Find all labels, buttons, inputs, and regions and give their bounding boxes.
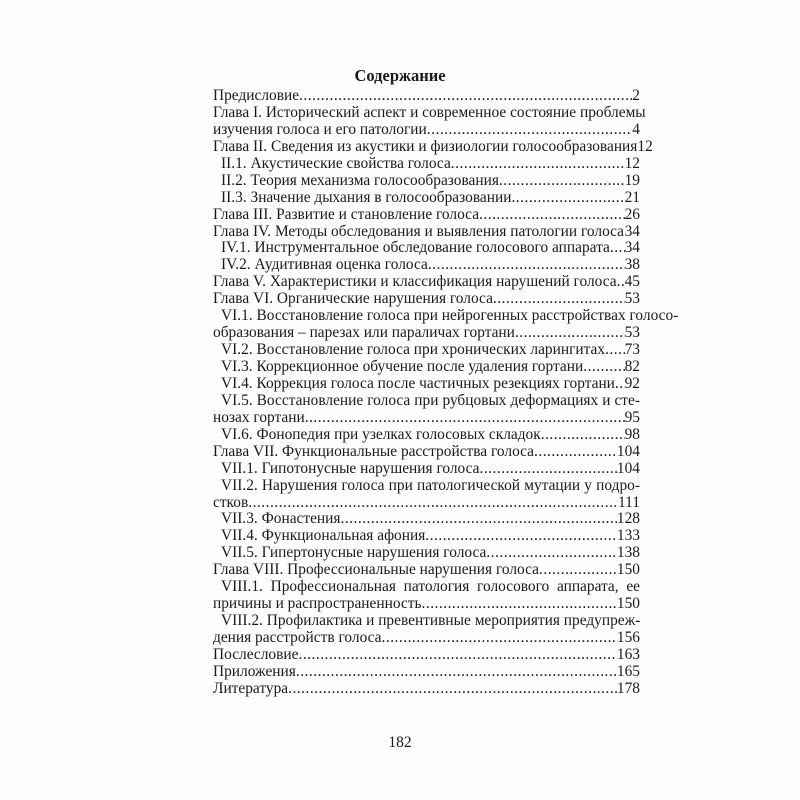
dot-leader [248, 495, 618, 512]
toc-entry [213, 579, 640, 613]
toc-entry-title: II.2. Теория механизма голосообразования [221, 171, 499, 189]
toc-entry-line [213, 444, 640, 461]
toc-entry [213, 528, 640, 545]
toc-entry-line [213, 596, 640, 613]
toc-entry [213, 444, 640, 461]
toc-entry-title: VI.2. Восстановление голоса при хронических ларингитах [221, 341, 606, 359]
toc-entry [213, 427, 640, 444]
toc-entry-line [213, 274, 640, 291]
toc-entry [213, 274, 640, 291]
toc-entry-page: 38 [624, 256, 640, 274]
toc-entry-text-line: VI.1. Восстановление голоса при нейрогенных расстройствах голосо- [221, 307, 679, 325]
toc-entry-page: 165 [616, 662, 640, 680]
dot-leader [425, 528, 617, 545]
toc-entry-title: Приложения [213, 662, 296, 680]
dot-leader [617, 274, 625, 291]
toc-entry [213, 393, 640, 427]
dot-leader [493, 291, 625, 308]
toc-entry-page: 138 [616, 544, 640, 562]
toc-entry-title: VI.6. Фонопедия при узелках голосовых складок [221, 425, 541, 443]
toc-entry-line [213, 664, 640, 681]
toc-entry [213, 342, 640, 359]
toc-entry-title: причины и распространенность [213, 595, 422, 613]
toc-entry [213, 307, 679, 342]
toc-entry-title: Предисловие [213, 87, 300, 104]
toc-entry [213, 257, 640, 274]
toc-entry [213, 647, 640, 664]
toc-entry-line [213, 291, 640, 308]
toc-entry-page: 12 [624, 154, 640, 172]
toc-entry [213, 545, 640, 562]
toc-entry-line [213, 427, 640, 444]
toc-entry-title: Глава VIII. Профессиональные нарушения голоса [213, 561, 539, 579]
dot-leader [583, 359, 624, 376]
toc-entry-line [213, 630, 640, 647]
toc-entry-page: 21 [624, 188, 640, 206]
toc-entry [213, 359, 640, 376]
dot-leader [422, 596, 617, 613]
toc-entry-line [213, 342, 640, 359]
toc-entry-page: 45 [624, 273, 640, 291]
toc-entry-page: 34 [624, 239, 640, 257]
toc-entry-page: 92 [624, 374, 640, 392]
toc-entry [213, 88, 640, 105]
toc-entry-page: 95 [624, 408, 640, 426]
toc-entry [213, 156, 640, 173]
toc-entry [213, 103, 646, 139]
toc-entry-line [213, 495, 640, 512]
toc-entry-title: Глава VII. Функциональные расстройства голоса [213, 442, 535, 460]
toc-entry-line [213, 562, 640, 579]
toc-entry-line [213, 122, 640, 139]
toc-entry [213, 173, 640, 190]
toc-entry-line [213, 257, 640, 274]
toc-entry-page: 4 [632, 120, 640, 138]
dot-leader [427, 122, 633, 139]
toc-entry [213, 511, 640, 528]
toc-entry [213, 562, 640, 579]
toc-entry-title: образования – парезах или параличах гортани [213, 324, 515, 342]
toc-entry [213, 240, 640, 257]
toc-entry-line [213, 224, 640, 241]
toc-entry-line [213, 240, 640, 257]
toc-entry-line [213, 190, 640, 207]
toc-entry-line [213, 461, 640, 478]
toc-entry-title: изучения голоса и его патологии [213, 120, 427, 138]
toc-entry-page: 178 [616, 679, 640, 697]
toc-entry-text-line: VIII.2. Профилактика и превентивные мероприятия предупреж- [221, 612, 641, 630]
dot-leader [428, 257, 625, 274]
toc-entry [213, 137, 653, 156]
toc-entry-line [213, 173, 640, 190]
toc-entry-title: стков [213, 493, 249, 511]
dot-leader [534, 444, 617, 461]
toc-entry [213, 478, 640, 512]
dot-leader [305, 410, 625, 427]
toc-entry-page: 150 [616, 561, 640, 579]
toc-entry-line [213, 137, 653, 156]
toc-entry [213, 664, 640, 681]
toc-entry-page: 150 [616, 595, 640, 613]
dot-leader [610, 240, 625, 257]
toc-entry-line [213, 410, 640, 427]
toc-entry-line [213, 88, 640, 105]
dot-leader [479, 461, 616, 478]
toc-entry-title: нозах гортани [213, 408, 305, 426]
page-number: 182 [388, 734, 412, 751]
toc-entry [213, 461, 640, 478]
toc-entry-line [213, 511, 640, 528]
toc-entry-title: Послесловие [213, 645, 299, 663]
dot-leader [288, 681, 617, 698]
toc-entry-text-line: VI.5. Восстановление голоса при рубцовых деформациях и сте- [221, 391, 640, 409]
toc-entry-page: 26 [624, 205, 640, 223]
toc-entry-title: Литература [213, 679, 289, 697]
dot-leader [382, 630, 617, 647]
dot-leader [615, 376, 625, 393]
toc-entry-page: 98 [624, 425, 640, 443]
dot-leader [499, 173, 625, 190]
toc-title: Содержание [354, 66, 446, 85]
dot-leader [479, 207, 625, 224]
toc-entry-title: VII.4. Функциональная афония [221, 527, 426, 545]
toc-entry-title: Глава V. Характеристики и классификация нарушений голоса [213, 273, 617, 291]
dot-leader [486, 545, 617, 562]
dot-leader [515, 325, 625, 342]
toc-entry-line [213, 528, 640, 545]
toc-entry-page: 163 [616, 645, 640, 663]
toc-entry [213, 376, 640, 393]
toc-entry-title: Глава IV. Методы обследования и выявления патологии голоса [213, 222, 625, 240]
toc-entry-title: VII.1. Гипотонусные нарушения голоса [221, 459, 480, 477]
toc-entry-title: II.1. Акустические свойства голоса [221, 154, 451, 172]
toc-entry-title: VI.4. Коррекция голоса после частичных резекциях гортани [221, 374, 615, 392]
toc-entry-page: 73 [624, 341, 640, 359]
toc-entry-page: 34 [624, 222, 640, 240]
toc-entry-line [213, 545, 640, 562]
dot-leader [511, 190, 624, 207]
toc-entry-title: IV.1. Инструментальное обследование голосового аппарата [221, 239, 610, 257]
toc-entry-page: 12 [637, 137, 653, 155]
toc-entry-text-line: VIII.1. Профессиональная патология голосового аппарата, ее [221, 578, 640, 596]
toc-entry-page: 156 [616, 629, 640, 646]
toc-entry [213, 291, 640, 308]
toc-entry-line [213, 207, 640, 224]
toc-entry-title: VII.5. Гипертонусные нарушения голоса [221, 544, 487, 562]
toc-entry [213, 207, 640, 224]
toc-entry-page: 19 [624, 171, 640, 189]
toc-entry-title: дения расстройств голоса [213, 629, 382, 646]
toc-entry-page: 104 [616, 442, 640, 460]
toc-entry-title: VI.3. Коррекционное обучение после удаления гортани [221, 358, 584, 375]
toc-entry [213, 190, 640, 207]
toc-entry-line [213, 156, 640, 173]
toc-entry-page: 82 [624, 358, 640, 375]
toc-entry-title: Глава VI. Органические нарушения голоса [213, 290, 493, 308]
toc-entry-page: 2 [632, 87, 640, 104]
toc-entry [213, 224, 640, 241]
table-of-contents [213, 87, 679, 698]
toc-entry-title: Глава II. Сведения из акустики и физиологии голосообразования [213, 137, 638, 155]
dot-leader [605, 342, 625, 359]
toc-entry-line [213, 359, 640, 376]
dot-leader [298, 647, 616, 664]
dot-leader [340, 511, 616, 528]
toc-entry-line [213, 681, 640, 698]
toc-entry-page: 104 [616, 459, 640, 477]
toc-entry-page: 128 [616, 510, 640, 528]
toc-entry-title: VII.3. Фонастения [221, 510, 341, 528]
toc-entry [213, 681, 640, 698]
toc-entry-line [213, 325, 640, 342]
toc-entry-text-line: VII.2. Нарушения голоса при патологической мутации у подро- [221, 476, 640, 494]
toc-entry [213, 613, 640, 647]
toc-entry-line [213, 376, 640, 393]
toc-entry-text-line: Глава I. Исторический аспект и современное состояние проблемы [213, 103, 646, 121]
toc-entry-title: IV.2. Аудитивная оценка голоса [221, 256, 428, 274]
dot-leader [541, 427, 625, 444]
toc-entry-page: 133 [616, 527, 640, 545]
toc-entry-title: II.3. Значение дыхания в голосообразовании [221, 188, 512, 206]
toc-entry-page: 53 [624, 290, 640, 308]
dot-leader [296, 664, 617, 681]
toc-entry-page: 53 [624, 324, 640, 342]
toc-entry-line [213, 647, 640, 664]
toc-entry-page: 111 [618, 493, 640, 511]
dot-leader [539, 562, 617, 579]
toc-entry-title: Глава III. Развитие и становление голоса [213, 205, 480, 223]
dot-leader [451, 156, 625, 173]
dot-leader [299, 88, 632, 105]
